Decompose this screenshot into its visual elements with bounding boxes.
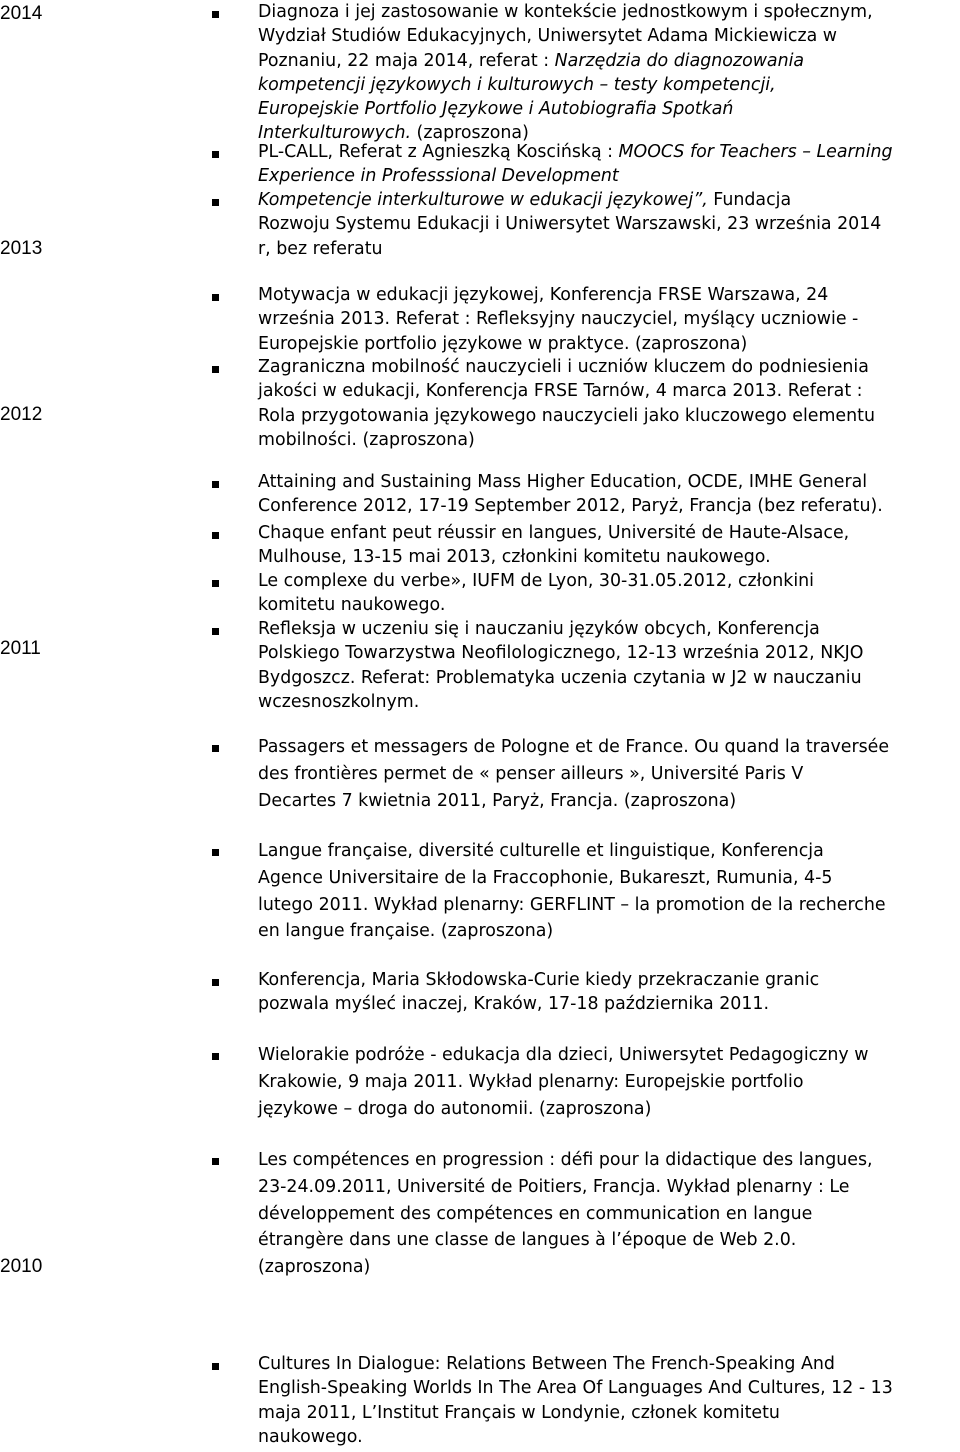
entry-text: Bydgoszcz. Referat: Problematyka uczenia czytania w J2 w nauczaniu	[258, 667, 862, 688]
entry-text: wczesnoszkolnym.	[258, 691, 420, 712]
entry-line	[258, 494, 958, 518]
entry-line	[258, 1042, 958, 1069]
entry-line	[258, 332, 958, 356]
italic-text: Experience in Professsional Development	[258, 166, 619, 187]
entry-text: Poznaniu, 22 maja 2014, referat :	[258, 50, 555, 71]
year-label: 2014	[0, 3, 43, 24]
entry-line	[258, 734, 958, 761]
entry-line	[258, 593, 958, 617]
entry-text: en langue française. (zaproszona)	[258, 921, 554, 942]
entry-line	[258, 838, 958, 865]
entry-line	[258, 992, 958, 1016]
entry-text: września 2013. Referat : Refleksyjny nauczyciel, myślący uczniowie -	[258, 309, 859, 330]
entry-line	[258, 690, 958, 714]
entry-line	[258, 1201, 958, 1228]
italic-text: kompetencji językowych i kulturowych – testy kompetencji,	[258, 74, 776, 95]
entry-text: 23-24.09.2011, Université de Poitiers, Francja. Wykład plenarny : Le	[258, 1176, 850, 1197]
bullet-icon	[212, 628, 219, 635]
entry-text: Rozwoju Systemu Edukacji i Uniwersytet Warszawski, 23 września 2014	[258, 214, 882, 235]
entry-line	[258, 788, 958, 815]
year-label: 2010	[0, 1256, 43, 1277]
entry-text: Wydział Studiów Edukacyjnych, Uniwersytet Adama Mickiewicza w	[258, 26, 837, 47]
entry-text: Refleksja w uczeniu się i nauczaniu języków obcych, Konferencja	[258, 619, 820, 639]
conference-entry	[258, 1042, 958, 1122]
entry-text: Conference 2012, 17-19 September 2012, Paryż, Francja (bez referatu).	[258, 496, 883, 517]
bullet-icon	[212, 580, 219, 587]
entry-line	[258, 968, 958, 992]
italic-text: Europejskie Portfolio Językowe i Autobiografia Spotkań	[258, 99, 734, 120]
entry-text: Le complexe du verbe», IUFM de Lyon, 30-31.05.2012, członkini	[258, 571, 815, 591]
entry-text: Konferencja, Maria Skłodowska-Curie kiedy przekraczanie granic	[258, 970, 820, 990]
italic-text: MOOCS for Teachers – Learning	[618, 142, 893, 162]
conference-entry	[258, 188, 958, 261]
entry-line	[258, 73, 958, 97]
entry-line	[258, 307, 958, 331]
bullet-icon	[212, 294, 219, 301]
entry-line	[258, 892, 958, 919]
entry-text: Zagraniczna mobilność nauczycieli i uczniów kluczem do podniesienia	[258, 357, 869, 377]
conference-entry	[258, 470, 958, 519]
entry-text: Passagers et messagers de Pologne et de France. Ou quand la traversée	[258, 737, 890, 757]
entry-line	[258, 188, 958, 212]
entry-line	[258, 428, 958, 452]
conference-entry	[258, 1352, 958, 1449]
entry-text: PL-CALL, Referat z Agnieszką Koscińską :	[258, 142, 619, 162]
entry-line	[258, 404, 958, 428]
bullet-icon	[212, 151, 219, 158]
entry-line	[258, 761, 958, 788]
bullet-icon	[212, 849, 219, 856]
entry-text: développement des compétences en communication en langue	[258, 1203, 813, 1224]
entry-text: Diagnoza i jej zastosowanie w kontekście jednostkowym i społecznym,	[258, 2, 873, 22]
bullet-icon	[212, 199, 219, 206]
conference-entry	[258, 283, 958, 356]
entry-text: językowe – droga do autonomii. (zaproszona)	[258, 1098, 652, 1119]
bullet-icon	[212, 1158, 219, 1165]
entry-line	[258, 1227, 958, 1254]
entry-line	[258, 918, 958, 945]
year-label: 2011	[0, 638, 41, 659]
entry-line	[258, 164, 958, 188]
bullet-icon	[212, 745, 219, 752]
italic-text: Interkulturowych.	[258, 123, 412, 144]
entry-text: Motywacja w edukacji językowej, Konferencja FRSE Warszawa, 24	[258, 285, 829, 305]
entry-line	[258, 97, 958, 121]
entry-text: Krakowie, 9 maja 2011. Wykład plenarny: Europejskie portfolio	[258, 1071, 804, 1092]
entry-text: Attaining and Sustaining Mass Higher Education, OCDE, IMHE General	[258, 472, 868, 492]
entry-line	[258, 1069, 958, 1096]
year-label: 2012	[0, 404, 43, 425]
entry-text: Agence Universitaire de la Fraccophonie, Bukareszt, Rumunia, 4-5	[258, 867, 833, 888]
entry-text: Fundacja	[707, 190, 792, 210]
entry-line	[258, 355, 958, 379]
entry-line	[258, 865, 958, 892]
conference-entry	[258, 0, 958, 146]
entry-line	[258, 666, 958, 690]
conference-entry	[258, 968, 958, 1017]
entry-text: étrangère dans une classe de langues à l’époque de Web 2.0.	[258, 1230, 797, 1251]
conference-entry	[258, 569, 958, 618]
year-label: 2013	[0, 238, 43, 259]
entry-text: maja 2011, L’Institut Français w Londynie, członek komitetu	[258, 1402, 780, 1423]
conference-entry	[258, 617, 958, 714]
entry-line	[258, 49, 958, 73]
entry-line	[258, 470, 958, 494]
entry-line	[258, 617, 958, 641]
entry-text: Polskiego Towarzystwa Neofilologicznego, 12-13 września 2012, NKJO	[258, 643, 864, 664]
italic-text: Kompetencje interkulturowe w edukacji językowej”,	[258, 190, 708, 210]
entry-text: Rola przygotowania językowego nauczycieli jako kluczowego elementu	[258, 405, 875, 426]
entry-line	[258, 1425, 958, 1449]
conference-entry	[258, 1147, 958, 1281]
entry-text: (zaproszona)	[411, 123, 529, 144]
entry-text: r, bez referatu	[258, 238, 383, 259]
entry-text: lutego 2011. Wykład plenarny: GERFLINT – la promotion de la recherche	[258, 894, 886, 915]
entry-line	[258, 1352, 958, 1376]
bullet-icon	[212, 1363, 219, 1370]
entry-text: pozwala myśleć inaczej, Kraków, 17-18 października 2011.	[258, 994, 770, 1015]
entry-line	[258, 1254, 958, 1281]
entry-text: Langue française, diversité culturelle et linguistique, Konferencja	[258, 841, 824, 861]
bullet-icon	[212, 366, 219, 373]
conference-entry	[258, 838, 958, 945]
entry-text: komitetu naukowego.	[258, 595, 446, 616]
entry-line	[258, 379, 958, 403]
entry-line	[258, 1376, 958, 1400]
bullet-icon	[212, 1053, 219, 1060]
conference-entry	[258, 140, 958, 189]
entry-line	[258, 545, 958, 569]
entry-line	[258, 1096, 958, 1123]
entry-text: Mulhouse, 13-15 mai 2013, członkini komitetu naukowego.	[258, 547, 771, 568]
entry-line	[258, 1401, 958, 1425]
conference-entry	[258, 734, 958, 814]
bullet-icon	[212, 11, 219, 18]
entry-text: Chaque enfant peut réussir en langues, Université de Haute-Alsace,	[258, 523, 850, 543]
entry-line	[258, 283, 958, 307]
entry-text: mobilności. (zaproszona)	[258, 429, 475, 450]
entry-text: jakości w edukacji, Konferencja FRSE Tarnów, 4 marca 2013. Referat :	[258, 381, 863, 402]
entry-line	[258, 0, 958, 24]
entry-line	[258, 521, 958, 545]
entry-text: (zaproszona)	[258, 1257, 371, 1278]
entry-text: Decartes 7 kwietnia 2011, Paryż, Francja. (zaproszona)	[258, 790, 737, 811]
entry-text: English-Speaking Worlds In The Area Of Languages And Cultures, 12 - 13	[258, 1378, 893, 1399]
bullet-icon	[212, 979, 219, 986]
entry-line	[258, 1147, 958, 1174]
entry-text: naukowego.	[258, 1426, 363, 1447]
entry-line	[258, 140, 958, 164]
conference-entry	[258, 521, 958, 570]
bullet-icon	[212, 481, 219, 488]
entry-line	[258, 1174, 958, 1201]
entry-line	[258, 212, 958, 236]
italic-text: Narzędzia do diagnozowania	[554, 50, 805, 71]
entry-text: Wielorakie podróże - edukacja dla dzieci, Uniwersytet Pedagogiczny w	[258, 1045, 869, 1065]
entry-line	[258, 24, 958, 48]
conference-entry	[258, 355, 958, 452]
entry-text: Cultures In Dialogue: Relations Between The French-Speaking And	[258, 1354, 835, 1374]
entry-text: Europejskie portfolio językowe w praktyce. (zaproszona)	[258, 333, 748, 354]
entry-text: des frontières permet de « penser ailleurs », Université Paris V	[258, 763, 804, 784]
entry-line	[258, 641, 958, 665]
entry-line	[258, 569, 958, 593]
entry-line	[258, 237, 958, 261]
entry-text: Les compétences en progression : défi pour la didactique des langues,	[258, 1150, 873, 1170]
bullet-icon	[212, 532, 219, 539]
